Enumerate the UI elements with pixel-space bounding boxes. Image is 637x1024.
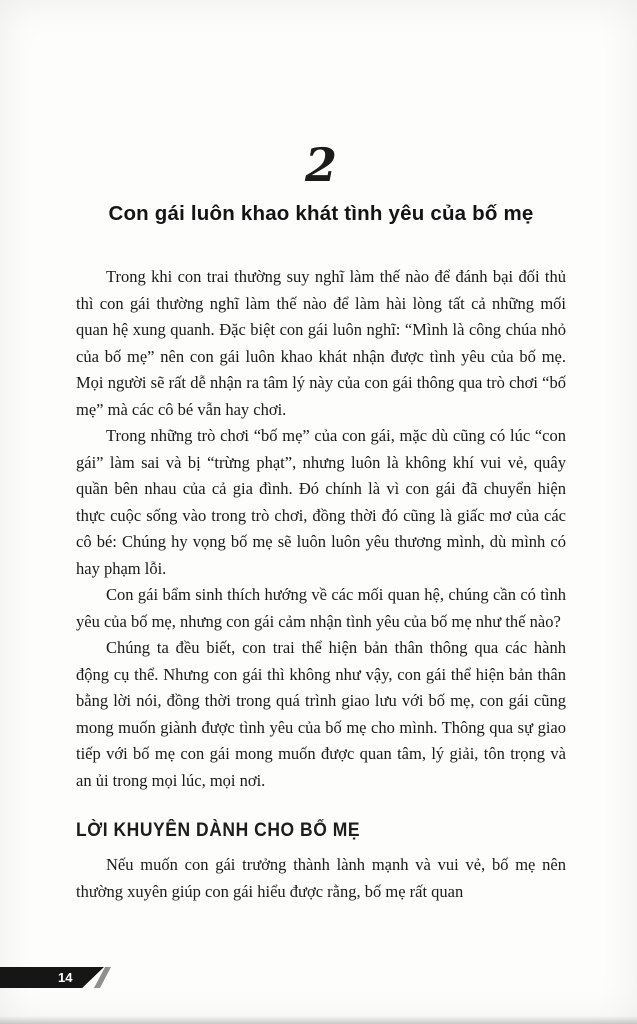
advice-paragraph-1: Nếu muốn con gái trưởng thành lành mạnh và vui vẻ, bố mẹ nên thường xuyên giúp con gái hiểu được rằng, bố mẹ rất quan <box>76 855 566 901</box>
chapter-number: 2 <box>304 138 337 192</box>
page-number-badge <box>0 967 130 988</box>
chapter-title: Con gái luôn khao khát tình yêu của bố mẹ <box>108 202 534 225</box>
page-number: 14 <box>58 970 73 985</box>
paragraph-4: Chúng ta đều biết, con trai thể hiện bản thân thông qua các hành động cụ thể. Nhưng con gái thì không như vậy, con gái thể hiện bản thân bằng lời nói, đồng thời trong quá trình giao lưu với bố mẹ, con gái cũng mong muốn giành được tình yêu của bố mẹ cho mình. Thông qua sự giao tiếp với bố mẹ con gái mong muốn được quan tâm, lý giải, tôn trọng và an ủi trong mọi lúc, mọi nơi. <box>76 638 566 790</box>
paragraph-2: Trong những trò chơi “bố mẹ” của con gái, mặc dù cũng có lúc “con gái” làm sai và bị “trừng phạt”, nhưng luôn là không khí vui vẻ, quây quần bên nhau của cả gia đình. Đó chính là vì con gái đã chuyển hiện thực cuộc sống vào trong trò chơi, đồng thời đó cũng là giấc mơ của các cô bé: Chúng hy vọng bố mẹ sẽ luôn luôn yêu thương mình, dù mình có hay phạm lỗi. <box>76 426 566 578</box>
badge-bar-shape <box>0 967 104 988</box>
paragraph-1: Trong khi con trai thường suy nghĩ làm thế nào để đánh bại đối thủ thì con gái thường nghĩ làm thế nào để làm hài lòng tất cả những mối quan hệ xung quanh. Đặc biệt con gái luôn nghĩ: “Mình là công chúa nhỏ của bố mẹ” nên con gái luôn khao khát nhận được tình yêu của bố mẹ. Mọi người sẽ rất dễ nhận ra tâm lý này của con gái thông qua trò chơi “bố mẹ” mà các cô bé vẫn hay chơi. <box>76 267 566 419</box>
page-bottom-shadow <box>0 1016 637 1024</box>
paragraph-3: Con gái bẩm sinh thích hướng về các mối quan hệ, chúng cần có tình yêu của bố mẹ, nhưng con gái cảm nhận tình yêu của bố mẹ như thế nào? <box>76 585 566 631</box>
chapter-body <box>76 264 566 905</box>
page-content <box>76 0 566 905</box>
section-heading: LỜI KHUYÊN DÀNH CHO BỐ MẸ <box>76 820 361 841</box>
